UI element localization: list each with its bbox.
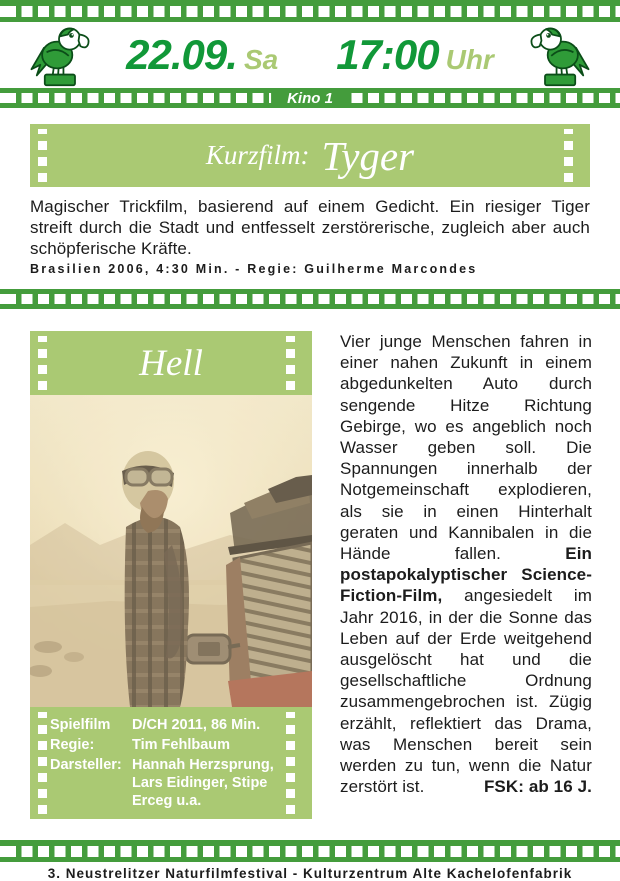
short-film-credits: Brasilien 2006, 4:30 Min. - Regie: Guilherme Marcondes xyxy=(30,262,478,276)
footer-festival-name: 3. Neustrelitzer Naturfilmfestival - Kulturzentrum Alte Kachelofenfabrik xyxy=(47,866,573,881)
filmstrip-bottom xyxy=(0,840,620,862)
info-value-type: D/CH 2011, 86 Min. xyxy=(132,717,261,733)
info-label-cast: Darsteller: xyxy=(50,757,122,773)
feature-film-infobox xyxy=(30,707,312,819)
short-film-banner xyxy=(30,124,590,187)
description-part2: angesiedelt im Jahr 2016, in der die Sonne das Leben auf der Erde weitgehend ausgelöscht hat und die gesellschaftliche Ordnung zusammengebrochen ist. Zügig erzählt, reflektiert das Drama, was Menschen bereit sein werden zu tun, wenn die Natur zerstört ist. xyxy=(340,586,592,797)
feature-film-media xyxy=(30,331,312,819)
film-still-image xyxy=(30,395,312,707)
info-label-type: Spielfilm xyxy=(50,717,111,733)
header xyxy=(0,22,620,88)
filmstrip-top xyxy=(0,0,620,22)
info-label-director: Regie: xyxy=(50,737,95,753)
info-value-cast: Hannah Herzsprung, Lars Eidinger, Stipe Erceg u.a. xyxy=(132,757,274,809)
short-film-type-label: Kurzfilm: xyxy=(205,140,310,170)
description-bold: Ein postapokalyptischer Science-Fiction-Film, xyxy=(340,544,592,606)
screening-time-unit: Uhr xyxy=(445,44,494,75)
feature-film-banner xyxy=(30,331,312,395)
short-film-section xyxy=(0,124,620,276)
filmstrip-kino xyxy=(0,88,620,108)
filmstrip-divider xyxy=(0,289,620,309)
festival-bird-logo-right xyxy=(522,23,600,87)
description-part1: Vier junge Menschen fahren in einer nahen Zukunft in einem abgedunkelten Auto durch sengende Hitze Richtung Gebirge, wo es angeblich noch Wasser geben soll. Die Spannungen innerhalb der Notgemeinschaft explodieren, als sie in einen Hinterhalt geraten und Kannibalen in die Hände fallen. xyxy=(340,332,592,564)
short-film-title: Tyger xyxy=(321,132,415,179)
venue-label: Kino 1 xyxy=(271,88,349,108)
screening-datetime xyxy=(98,31,522,79)
screening-day: Sa xyxy=(243,44,279,75)
festival-bird-logo-left xyxy=(20,23,98,87)
feature-film-section xyxy=(30,331,592,819)
fsk-rating: FSK: ab 16 J. xyxy=(483,777,592,797)
info-value-director: Tim Fehlbaum xyxy=(132,737,231,753)
short-film-description: Magischer Trickfilm, basierend auf einem Gedicht. Ein riesiger Tiger streift durch die Stadt und entfesselt zerstörerische, zugleich aber auch schöpferische Kräfte. xyxy=(30,197,590,258)
screening-date: 22.09. xyxy=(126,31,237,78)
feature-film-title: Hell xyxy=(139,342,203,384)
screening-time: 17:00 xyxy=(336,31,439,78)
feature-film-description xyxy=(340,331,592,797)
